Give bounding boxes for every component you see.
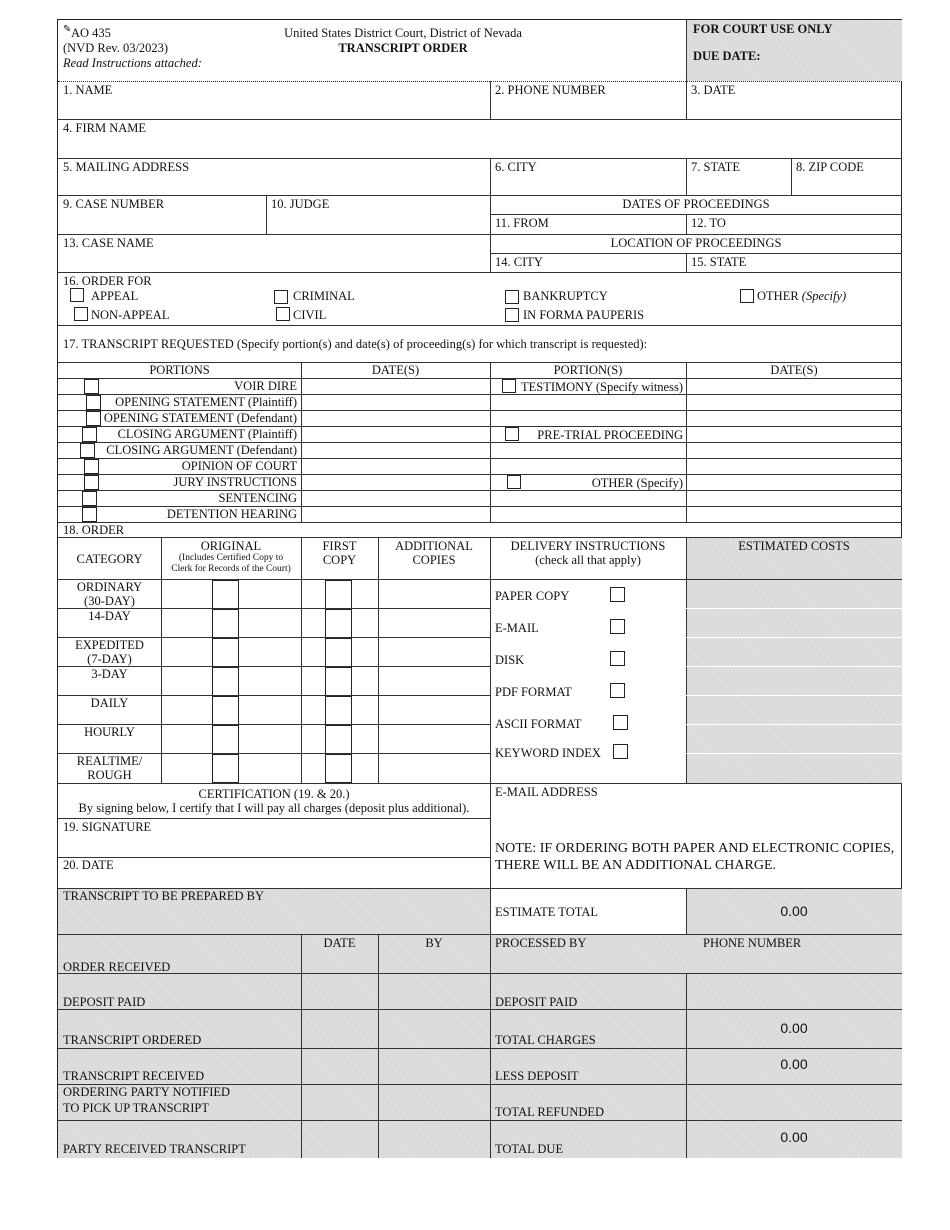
- delivery-header-2: (check all that apply): [535, 553, 641, 567]
- divider: [490, 214, 902, 215]
- less-deposit-value: 0.00: [780, 1056, 808, 1072]
- delivery-label: KEYWORD INDEX: [495, 746, 601, 760]
- delivery-label: PAPER COPY: [495, 589, 570, 603]
- portion-label: CLOSING ARGUMENT (Plaintiff): [117, 427, 297, 441]
- signature-field[interactable]: [58, 832, 490, 857]
- non-appeal-label: NON-APPEAL: [91, 308, 170, 322]
- estimated-cost-field[interactable]: [686, 579, 902, 608]
- divider: [58, 272, 902, 273]
- divider: [58, 234, 902, 235]
- estimate-total-label: ESTIMATE TOTAL: [495, 905, 599, 919]
- city-field[interactable]: [490, 172, 686, 195]
- divider: [58, 783, 902, 784]
- divider: [490, 253, 902, 254]
- divider: [58, 818, 490, 819]
- divider: [58, 1009, 902, 1010]
- order-received-label: ORDER RECEIVED: [63, 960, 171, 974]
- date-field[interactable]: [686, 95, 902, 119]
- divider: [58, 119, 902, 120]
- divider: [58, 522, 902, 523]
- divider: [686, 20, 687, 81]
- firm-label: 4. FIRM NAME: [63, 121, 146, 135]
- divider: [378, 934, 379, 1158]
- first-copy-checkbox[interactable]: [325, 638, 352, 667]
- divider: [58, 857, 490, 858]
- estimated-cost-field[interactable]: [686, 637, 902, 666]
- additional-copies-field[interactable]: [378, 666, 490, 695]
- total-due-label: TOTAL DUE: [495, 1142, 564, 1156]
- portion-label: OPENING STATEMENT (Defendant): [103, 411, 297, 425]
- divider: [301, 537, 302, 783]
- deposit-paid-left-label: DEPOSIT PAID: [63, 995, 146, 1009]
- divider: [686, 214, 687, 234]
- certification-text: By signing below, I certify that I will pay all charges (deposit plus additional).: [78, 801, 470, 815]
- portion-label: OPINION OF COURT: [181, 459, 297, 473]
- paperclip-icon: ✎: [63, 24, 72, 35]
- zip-field[interactable]: [791, 172, 902, 195]
- first-copy-checkbox[interactable]: [325, 696, 352, 725]
- delivery-label: E-MAIL: [495, 621, 539, 635]
- order-label: 18. ORDER: [63, 523, 125, 537]
- portion-date-field[interactable]: [301, 394, 490, 410]
- divider: [58, 81, 902, 82]
- cert-date-label: 20. DATE: [63, 858, 114, 872]
- form-revision: (NVD Rev. 03/2023): [63, 41, 169, 55]
- date-label: 3. DATE: [691, 83, 736, 97]
- dates-header-right: DATE(S): [770, 363, 818, 377]
- additional-copies-field[interactable]: [378, 608, 490, 637]
- divider: [686, 253, 687, 272]
- forma-pauperis-label: IN FORMA PAUPERIS: [523, 308, 645, 322]
- divider: [58, 158, 902, 159]
- note-line-2: THERE WILL BE AN ADDITIONAL CHARGE.: [495, 858, 777, 873]
- divider: [58, 195, 902, 196]
- appeal-label: APPEAL: [91, 289, 139, 303]
- original-note-2: Clerk for Records of the Court): [171, 564, 291, 574]
- delivery-checkbox[interactable]: [613, 744, 628, 759]
- category-label: HOURLY: [84, 725, 135, 739]
- category-label: EXPEDITED: [75, 638, 144, 652]
- portions-header: PORTIONS: [149, 363, 210, 377]
- original-header: ORIGINAL: [200, 539, 262, 553]
- phone-label: 2. PHONE NUMBER: [495, 83, 606, 97]
- loc-city-label: 14. CITY: [495, 255, 543, 269]
- divider: [58, 1120, 902, 1121]
- phone-number-label: PHONE NUMBER: [703, 936, 802, 950]
- estimated-cost-field[interactable]: [686, 695, 902, 724]
- email-field[interactable]: [490, 799, 902, 839]
- divider: [58, 325, 902, 326]
- portion-date-field-right[interactable]: [686, 506, 902, 522]
- civil-label: CIVIL: [293, 308, 327, 322]
- zip-label: 8. ZIP CODE: [796, 160, 864, 174]
- portion-label: SENTENCING: [218, 491, 297, 505]
- portion-date-field[interactable]: [301, 474, 490, 490]
- first-copy-checkbox[interactable]: [325, 580, 352, 609]
- note-line-1: NOTE: IF ORDERING BOTH PAPER AND ELECTRONIC COPIES,: [495, 841, 895, 856]
- portion-label: CLOSING ARGUMENT (Defendant): [106, 443, 297, 457]
- total-due-value: 0.00: [780, 1129, 808, 1145]
- form-instructions: Read Instructions attached:: [63, 56, 202, 70]
- divider: [301, 934, 302, 1158]
- first-copy-header-1: FIRST: [322, 539, 357, 553]
- total-charges-value: 0.00: [780, 1020, 808, 1036]
- party-received-label: PARTY RECEIVED TRANSCRIPT: [63, 1142, 246, 1156]
- additional-header-1: ADDITIONAL: [395, 539, 473, 553]
- portion-date-field[interactable]: [301, 378, 490, 394]
- portion-date-field-right[interactable]: [686, 394, 902, 410]
- portion-date-field[interactable]: [301, 490, 490, 506]
- testimony-label: TESTIMONY (Specify witness): [520, 380, 683, 394]
- divider: [266, 195, 267, 234]
- bankruptcy-label: BANKRUPTCY: [523, 289, 608, 303]
- delivery-checkbox[interactable]: [610, 683, 625, 698]
- certification-title: CERTIFICATION (19. & 20.): [198, 787, 350, 801]
- transcript-order-form: [57, 19, 902, 1158]
- appeal-checkbox[interactable]: [70, 288, 84, 302]
- pretrial-label: PRE-TRIAL PROCEEDING: [537, 428, 683, 442]
- dates-header-left: DATE(S): [371, 363, 420, 377]
- estimated-cost-field[interactable]: [686, 666, 902, 695]
- case-number-label: 9. CASE NUMBER: [63, 197, 165, 211]
- original-checkbox[interactable]: [212, 667, 239, 696]
- first-copy-checkbox[interactable]: [325, 667, 352, 696]
- form-title: TRANSCRIPT ORDER: [338, 41, 468, 55]
- criminal-label: CRIMINAL: [293, 289, 355, 303]
- category-sublabel: ROUGH: [87, 768, 132, 782]
- delivery-checkbox[interactable]: [610, 651, 625, 666]
- original-checkbox[interactable]: [212, 638, 239, 667]
- portion-date-field-right[interactable]: [686, 378, 902, 394]
- divider: [58, 934, 902, 935]
- portion-date-field[interactable]: [301, 442, 490, 458]
- additional-header-2: COPIES: [412, 553, 456, 567]
- phone-field[interactable]: [490, 95, 686, 119]
- court-use-label: FOR COURT USE ONLY: [693, 22, 833, 36]
- bankruptcy-checkbox[interactable]: [505, 290, 519, 304]
- category-label: 3-DAY: [91, 667, 128, 681]
- forma-pauperis-checkbox[interactable]: [505, 308, 519, 322]
- notified-label-2: TO PICK UP TRANSCRIPT: [63, 1101, 209, 1115]
- other-portion-label: OTHER (Specify): [591, 476, 683, 490]
- other-checkbox[interactable]: [740, 289, 754, 303]
- original-checkbox[interactable]: [212, 696, 239, 725]
- portion-date-field[interactable]: [301, 506, 490, 522]
- civil-checkbox[interactable]: [276, 307, 290, 321]
- portion-date-field[interactable]: [301, 458, 490, 474]
- transcript-ordered-label: TRANSCRIPT ORDERED: [63, 1033, 202, 1047]
- due-date-label: DUE DATE:: [693, 49, 761, 63]
- other-text: OTHER: [757, 289, 799, 303]
- total-refunded-label: TOTAL REFUNDED: [495, 1105, 605, 1119]
- additional-copies-field[interactable]: [378, 695, 490, 724]
- criminal-checkbox[interactable]: [274, 290, 288, 304]
- delivery-label: PDF FORMAT: [495, 685, 572, 699]
- original-checkbox[interactable]: [212, 725, 239, 754]
- estimated-cost-field[interactable]: [686, 724, 902, 753]
- total-charges-label: TOTAL CHARGES: [495, 1033, 596, 1047]
- cert-date-field[interactable]: [58, 870, 490, 888]
- original-checkbox[interactable]: [212, 609, 239, 638]
- portion-date-field-right[interactable]: [686, 410, 902, 426]
- category-sublabel: (30-DAY): [84, 594, 135, 608]
- portion-label: DETENTION HEARING: [166, 507, 297, 521]
- portions-header-right: PORTION(S): [553, 363, 623, 377]
- category-label: REALTIME/: [76, 754, 143, 768]
- divider: [58, 537, 902, 538]
- mailing-field[interactable]: [58, 172, 490, 195]
- location-header: LOCATION OF PROCEEDINGS: [610, 236, 782, 250]
- delivery-checkbox[interactable]: [610, 619, 625, 634]
- additional-copies-field[interactable]: [378, 724, 490, 753]
- transcript-requested-label: 17. TRANSCRIPT REQUESTED (Specify portion(s) and date(s) of proceeding(s) for which transcript is requested):: [63, 337, 648, 351]
- original-checkbox[interactable]: [212, 754, 239, 783]
- category-label: DAILY: [90, 696, 129, 710]
- portion-label: OPENING STATEMENT (Plaintiff): [115, 395, 297, 409]
- firm-field[interactable]: [58, 133, 902, 158]
- portion-date-field-right[interactable]: [686, 442, 902, 458]
- delivery-label: ASCII FORMAT: [495, 717, 582, 731]
- to-label: 12. TO: [691, 216, 726, 230]
- additional-copies-field[interactable]: [378, 579, 490, 608]
- delivery-checkbox[interactable]: [610, 587, 625, 602]
- divider: [58, 973, 902, 974]
- form-id: AO 435: [71, 26, 111, 40]
- less-deposit-label: LESS DEPOSIT: [495, 1069, 579, 1083]
- other-specify: (Specify): [801, 289, 847, 303]
- transcript-received-label: TRANSCRIPT RECEIVED: [63, 1069, 205, 1083]
- original-note-1: (Includes Certified Copy to: [178, 553, 284, 563]
- portion-date-field-right[interactable]: [686, 426, 902, 442]
- category-label: 14-DAY: [88, 609, 131, 623]
- delivery-header-1: DELIVERY INSTRUCTIONS: [510, 539, 666, 553]
- date-col-header: DATE: [323, 936, 356, 950]
- category-sublabel: (7-DAY): [87, 652, 132, 666]
- dates-header: DATES OF PROCEEDINGS: [622, 197, 770, 211]
- additional-copies-field[interactable]: [378, 753, 490, 782]
- notified-label-1: ORDERING PARTY NOTIFIED: [63, 1085, 231, 1099]
- estimated-cost-field[interactable]: [686, 608, 902, 637]
- portion-date-field-right[interactable]: [686, 458, 902, 474]
- judge-label: 10. JUDGE: [271, 197, 330, 211]
- office-use-left-panel: [58, 888, 490, 1158]
- first-copy-checkbox[interactable]: [325, 754, 352, 783]
- first-copy-checkbox[interactable]: [325, 725, 352, 754]
- state-field[interactable]: [686, 172, 791, 195]
- court-name: United States District Court, District of Nevada: [284, 26, 522, 40]
- prepared-by-label: TRANSCRIPT TO BE PREPARED BY: [63, 889, 264, 903]
- first-copy-checkbox[interactable]: [325, 609, 352, 638]
- original-checkbox[interactable]: [212, 580, 239, 609]
- estimate-total-value: 0.00: [780, 903, 808, 919]
- from-label: 11. FROM: [495, 216, 549, 230]
- by-col-header: BY: [425, 936, 443, 950]
- other-label: [757, 289, 846, 303]
- portion-label: VOIR DIRE: [234, 379, 297, 393]
- case-name-label: 13. CASE NAME: [63, 236, 154, 250]
- portion-label: JURY INSTRUCTIONS: [173, 475, 297, 489]
- state-label: 7. STATE: [691, 160, 740, 174]
- first-copy-header-2: COPY: [322, 553, 357, 567]
- delivery-checkbox[interactable]: [613, 715, 628, 730]
- category-header: CATEGORY: [76, 552, 143, 566]
- portion-date-field-right[interactable]: [686, 490, 902, 506]
- estimated-cost-field[interactable]: [686, 753, 902, 782]
- estimated-costs-header: ESTIMATED COSTS: [738, 539, 850, 553]
- delivery-label: DISK: [495, 653, 525, 667]
- city-label: 6. CITY: [495, 160, 537, 174]
- name-field[interactable]: [58, 95, 490, 119]
- divider: [58, 1048, 902, 1049]
- deposit-paid-right-label: DEPOSIT PAID: [495, 995, 578, 1009]
- mailing-label: 5. MAILING ADDRESS: [63, 160, 190, 174]
- portion-date-field[interactable]: [301, 426, 490, 442]
- order-for-label: 16. ORDER FOR: [63, 274, 152, 288]
- additional-copies-field[interactable]: [378, 637, 490, 666]
- signature-label: 19. SIGNATURE: [63, 820, 152, 834]
- email-label: E-MAIL ADDRESS: [495, 785, 598, 799]
- portion-date-field-right[interactable]: [686, 474, 902, 490]
- divider: [490, 888, 491, 1158]
- category-label: ORDINARY: [76, 580, 143, 594]
- processed-by-label: PROCESSED BY: [495, 936, 587, 950]
- non-appeal-checkbox[interactable]: [74, 307, 88, 321]
- name-label: 1. NAME: [63, 83, 113, 97]
- portion-date-field[interactable]: [301, 410, 490, 426]
- loc-state-label: 15. STATE: [691, 255, 747, 269]
